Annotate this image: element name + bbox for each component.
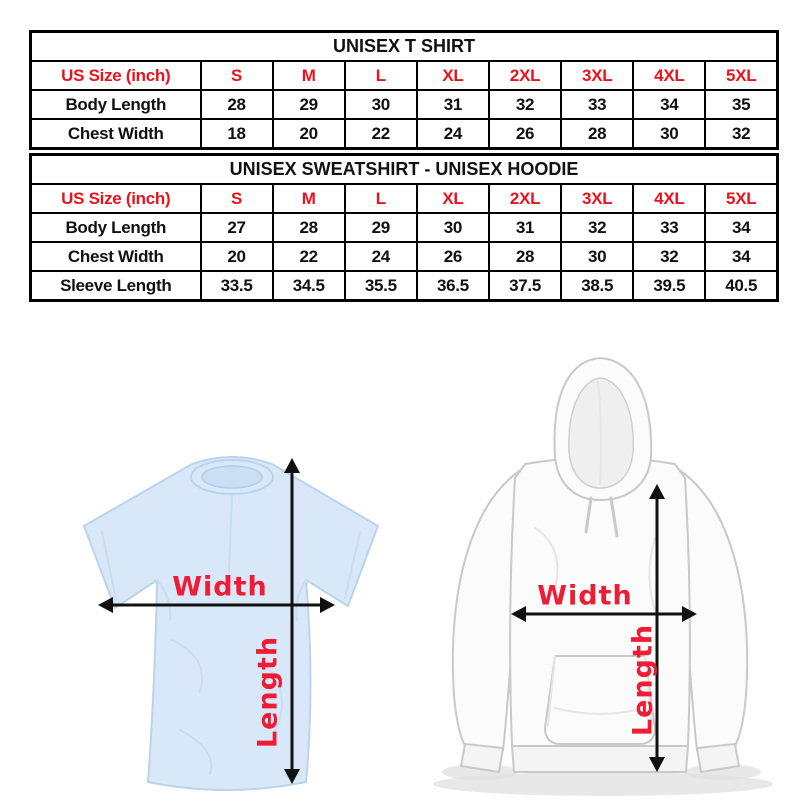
tshirt-measure-arrows <box>60 430 400 800</box>
row-label: Chest Width <box>31 119 201 149</box>
size-value: 24 <box>417 119 489 149</box>
size-value: 35 <box>705 90 777 119</box>
size-value: 28 <box>561 119 633 149</box>
size-value: 30 <box>561 242 633 271</box>
col-header: S <box>201 184 273 213</box>
hoodie-measure-arrows <box>405 348 795 800</box>
col-header: M <box>273 61 345 90</box>
col-header: 4XL <box>633 184 705 213</box>
size-value: 20 <box>273 119 345 149</box>
size-value: 40.5 <box>705 271 777 301</box>
col-header: US Size (inch) <box>31 184 201 213</box>
table-row <box>31 213 778 242</box>
size-value: 22 <box>345 119 417 149</box>
size-value: 28 <box>273 213 345 242</box>
table-row <box>31 119 778 149</box>
size-value: 26 <box>489 119 561 149</box>
table-title: UNISEX T SHIRT <box>31 32 778 62</box>
size-value: 22 <box>273 242 345 271</box>
row-label: Body Length <box>31 213 201 242</box>
col-header: 2XL <box>489 184 561 213</box>
table-title: UNISEX SWEATSHIRT - UNISEX HOODIE <box>31 155 778 185</box>
size-value: 29 <box>273 90 345 119</box>
size-value: 36.5 <box>417 271 489 301</box>
size-value: 34 <box>705 242 777 271</box>
size-value: 27 <box>201 213 273 242</box>
table-row <box>31 271 778 301</box>
col-header: 3XL <box>561 184 633 213</box>
size-value: 39.5 <box>633 271 705 301</box>
table-title-row <box>31 155 778 185</box>
size-value: 35.5 <box>345 271 417 301</box>
size-value: 26 <box>417 242 489 271</box>
col-header: 2XL <box>489 61 561 90</box>
table-row <box>31 242 778 271</box>
size-value: 32 <box>705 119 777 149</box>
col-header: L <box>345 61 417 90</box>
col-header: 4XL <box>633 61 705 90</box>
size-value: 32 <box>633 242 705 271</box>
size-value: 31 <box>489 213 561 242</box>
size-value: 33.5 <box>201 271 273 301</box>
hoodie-size-table <box>29 153 779 302</box>
size-value: 20 <box>201 242 273 271</box>
size-value: 18 <box>201 119 273 149</box>
hoodie-length-label: Length <box>627 623 659 737</box>
size-value: 34.5 <box>273 271 345 301</box>
size-value: 30 <box>417 213 489 242</box>
col-header: 5XL <box>705 184 777 213</box>
col-header: XL <box>417 184 489 213</box>
size-value: 24 <box>345 242 417 271</box>
size-value: 34 <box>633 90 705 119</box>
size-value: 37.5 <box>489 271 561 301</box>
header-row <box>31 184 778 213</box>
tshirt-figure <box>60 430 400 800</box>
tshirt-width-label: Width <box>172 571 268 603</box>
col-header: 3XL <box>561 61 633 90</box>
table-row <box>31 90 778 119</box>
col-header: XL <box>417 61 489 90</box>
col-header: M <box>273 184 345 213</box>
col-header: 5XL <box>705 61 777 90</box>
size-value: 29 <box>345 213 417 242</box>
size-value: 28 <box>489 242 561 271</box>
row-label: Chest Width <box>31 242 201 271</box>
size-value: 38.5 <box>561 271 633 301</box>
table-title-row <box>31 32 778 62</box>
hoodie-width-label: Width <box>537 580 633 612</box>
col-header: S <box>201 61 273 90</box>
tshirt-size-table <box>29 30 779 150</box>
size-value: 32 <box>561 213 633 242</box>
col-header: US Size (inch) <box>31 61 201 90</box>
size-value: 32 <box>489 90 561 119</box>
size-value: 30 <box>345 90 417 119</box>
header-row <box>31 61 778 90</box>
row-label: Body Length <box>31 90 201 119</box>
size-value: 31 <box>417 90 489 119</box>
size-value: 33 <box>633 213 705 242</box>
size-value: 34 <box>705 213 777 242</box>
size-tables <box>29 30 779 302</box>
size-value: 33 <box>561 90 633 119</box>
hoodie-figure <box>405 348 795 800</box>
tshirt-length-label: Length <box>252 635 284 749</box>
col-header: L <box>345 184 417 213</box>
size-value: 30 <box>633 119 705 149</box>
size-value: 28 <box>201 90 273 119</box>
row-label: Sleeve Length <box>31 271 201 301</box>
